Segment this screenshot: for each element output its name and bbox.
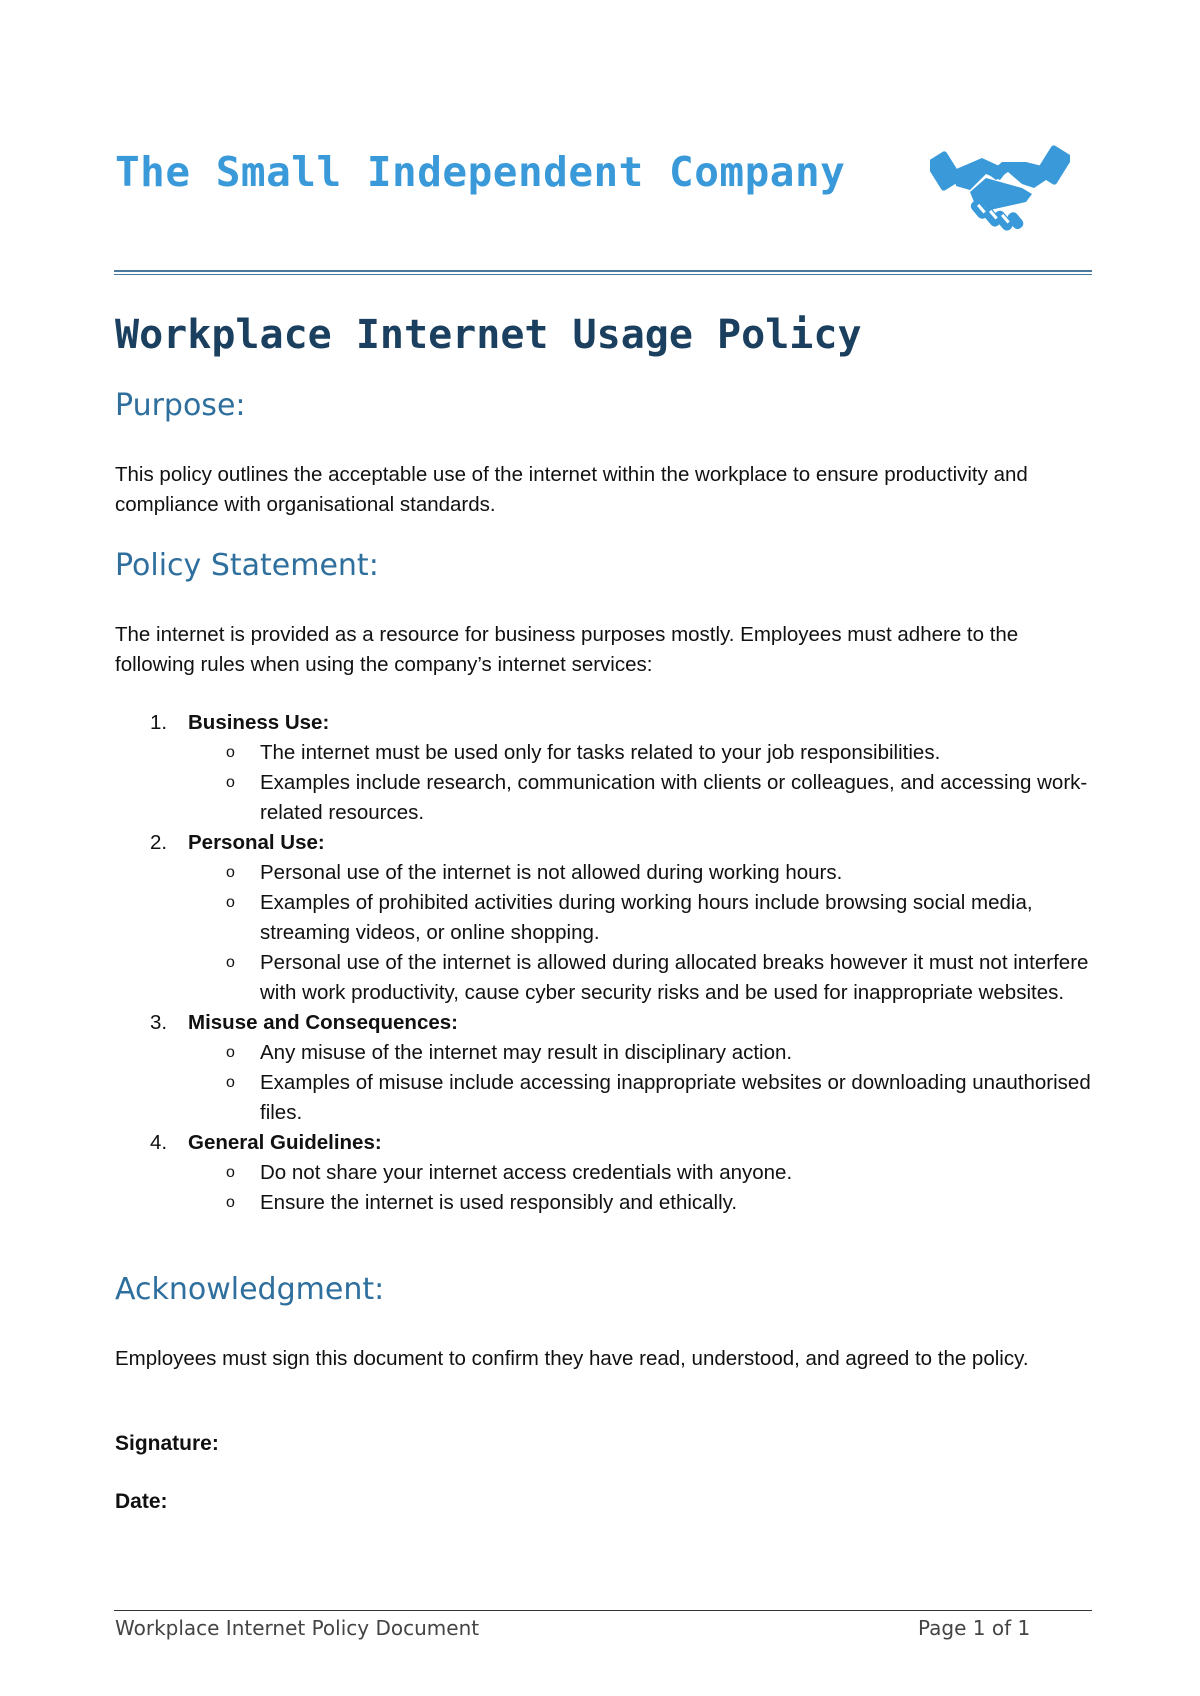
bullet-icon: o [226, 1194, 235, 1211]
bullet-icon: o [226, 1164, 235, 1181]
bullet-icon: o [226, 744, 235, 761]
rule-point [150, 1188, 1110, 1218]
rule-point-text: Examples of misuse include accessing inappropriate websites or downloading unauthorised files. [260, 1071, 1091, 1124]
rule-point [150, 1158, 1110, 1188]
bullet-icon: o [226, 894, 235, 911]
rule-point-text: Do not share your internet access credentials with anyone. [260, 1161, 793, 1184]
rules-list [150, 708, 1110, 1218]
rule-point-text: Examples include research, communication with clients or colleagues, and accessing work-related resources. [260, 771, 1088, 824]
handshake-icon [930, 140, 1070, 238]
rule-point [150, 738, 1110, 768]
rule-number: 4. [150, 1131, 168, 1154]
rule-number: 3. [150, 1011, 168, 1034]
purpose-text: This policy outlines the acceptable use of the internet within the workplace to ensure productivity and compliance with organisational standards. [115, 463, 1028, 516]
bullet-icon: o [226, 1044, 235, 1061]
company-name: The Small Independent Company [115, 148, 846, 196]
rule-point [150, 1038, 1110, 1068]
footer-document-name: Workplace Internet Policy Document [115, 1616, 480, 1640]
footer-divider [114, 1610, 1092, 1611]
rule-title: General Guidelines: [188, 1131, 382, 1154]
bullet-icon: o [226, 774, 235, 791]
acknowledgment-heading: Acknowledgment: [115, 1272, 385, 1307]
rule-point-text: The internet must be used only for tasks related to your job responsibilities. [260, 741, 941, 764]
rule-number: 1. [150, 711, 168, 734]
rule-point-text: Personal use of the internet is not allowed during working hours. [260, 861, 843, 884]
document-title: Workplace Internet Usage Policy [115, 312, 862, 358]
rule-title: Business Use: [188, 711, 330, 734]
rule-point [150, 948, 1110, 1008]
rule-item [150, 1128, 1110, 1158]
signature-label: Signature: [115, 1432, 219, 1455]
policy-statement-heading: Policy Statement: [115, 548, 379, 583]
rule-point [150, 888, 1110, 948]
rule-title: Personal Use: [188, 831, 325, 854]
acknowledgment-text: Employees must sign this document to confirm they have read, understood, and agreed to the policy. [115, 1347, 1029, 1370]
rule-point [150, 768, 1110, 828]
rule-item [150, 1008, 1110, 1038]
rule-number: 2. [150, 831, 168, 854]
rule-point-text: Any misuse of the internet may result in disciplinary action. [260, 1041, 793, 1064]
rule-title: Misuse and Consequences: [188, 1011, 458, 1034]
bullet-icon: o [226, 864, 235, 881]
rule-point [150, 858, 1110, 888]
rule-item [150, 708, 1110, 738]
header-divider-thin [114, 274, 1092, 275]
rule-point [150, 1068, 1110, 1128]
rule-item [150, 828, 1110, 858]
policy-statement-text: The internet is provided as a resource for business purposes mostly. Employees must adhere to the following rules when using the company’s internet services: [115, 623, 1019, 676]
rule-point-text: Examples of prohibited activities during working hours include browsing social media, streaming videos, or online shopping. [260, 891, 1033, 944]
bullet-icon: o [226, 1074, 235, 1091]
header-divider [114, 270, 1092, 272]
footer-page-number: Page 1 of 1 [918, 1616, 1031, 1640]
purpose-heading: Purpose: [115, 388, 246, 423]
bullet-icon: o [226, 954, 235, 971]
rule-point-text: Ensure the internet is used responsibly and ethically. [260, 1191, 738, 1214]
date-label: Date: [115, 1490, 168, 1513]
rule-point-text: Personal use of the internet is allowed during allocated breaks however it must not interfere with work productivity, cause cyber security risks and be used for inappropriate websites. [260, 951, 1089, 1004]
